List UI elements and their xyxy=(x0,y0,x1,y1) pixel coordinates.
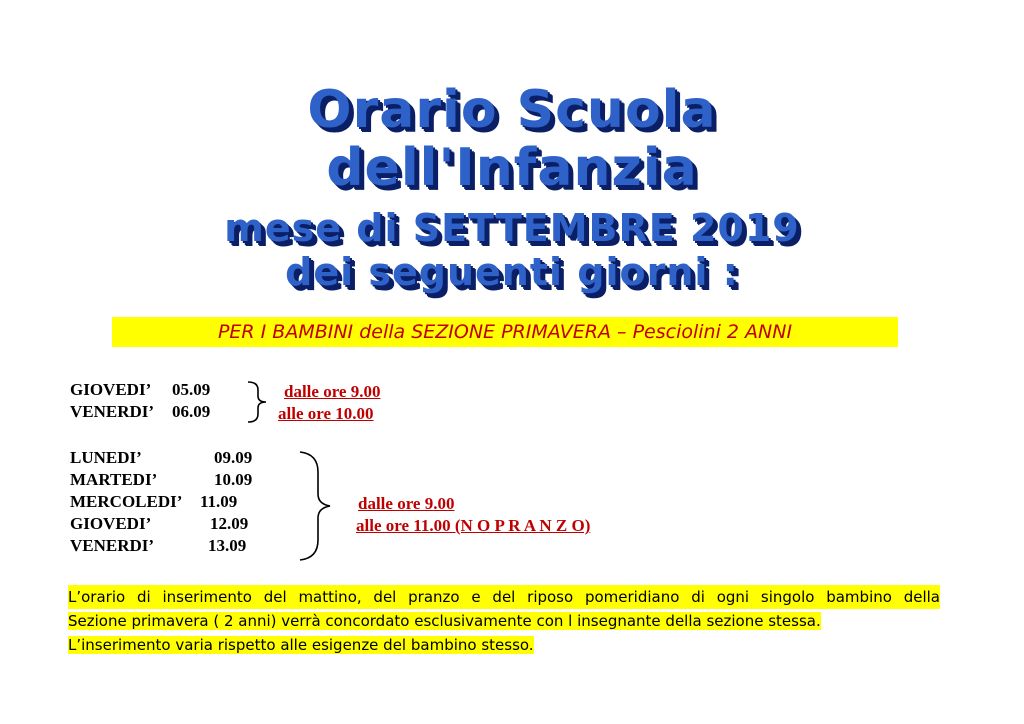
group1-day-2: VENERDI’ xyxy=(70,402,155,421)
group1-date-1: 05.09 xyxy=(172,380,211,399)
group2-date-2: 10.09 xyxy=(214,470,253,489)
group2-day-1: LUNEDI’ xyxy=(70,448,142,467)
group1-to-time: alle ore 10.00 xyxy=(278,404,374,423)
note-line-3: L’inserimento varia rispetto alle esigenze del bambino stesso. xyxy=(68,636,534,654)
group2-date-1: 09.09 xyxy=(214,448,253,467)
group1-date-2: 06.09 xyxy=(172,402,211,421)
group2-date-5: 13.09 xyxy=(208,536,247,555)
group2-day-2: MARTEDI’ xyxy=(70,470,158,489)
title-line-3: mese di SETTEMBRE 2019 xyxy=(224,206,800,250)
group2-brace-icon xyxy=(296,450,336,562)
note-line-1: L’orario di inserimento del mattino, del pranzo e del riposo pomeridiano di ogni singolo bambino della xyxy=(68,585,940,609)
title-line-4: dei seguenti giorni : xyxy=(285,250,739,294)
group2-day-4: GIOVEDI’ xyxy=(70,514,152,533)
group2-day-3: MERCOLEDI’ xyxy=(70,492,183,511)
group1-day-1: GIOVEDI’ xyxy=(70,380,152,399)
group2-date-4: 12.09 xyxy=(210,514,249,533)
title-line-2: dell'Infanzia xyxy=(326,138,698,198)
title-line-1: Orario Scuola xyxy=(307,80,717,140)
group2-to-time: alle ore 11.00 (N O P R A N Z O) xyxy=(356,516,591,535)
note-line-2: Sezione primavera ( 2 anni) verrà concordato esclusivamente con l insegnante della sezione stessa. xyxy=(68,612,821,630)
group2-date-3: 11.09 xyxy=(200,492,238,511)
group1-brace-icon xyxy=(244,380,270,424)
section-heading: PER I BAMBINI della SEZIONE PRIMAVERA – Pesciolini 2 ANNI xyxy=(112,317,898,347)
group1-from-time: dalle ore 9.00 xyxy=(284,382,381,401)
group2-from-time: dalle ore 9.00 xyxy=(358,494,455,513)
group2-day-5: VENERDI’ xyxy=(70,536,155,555)
